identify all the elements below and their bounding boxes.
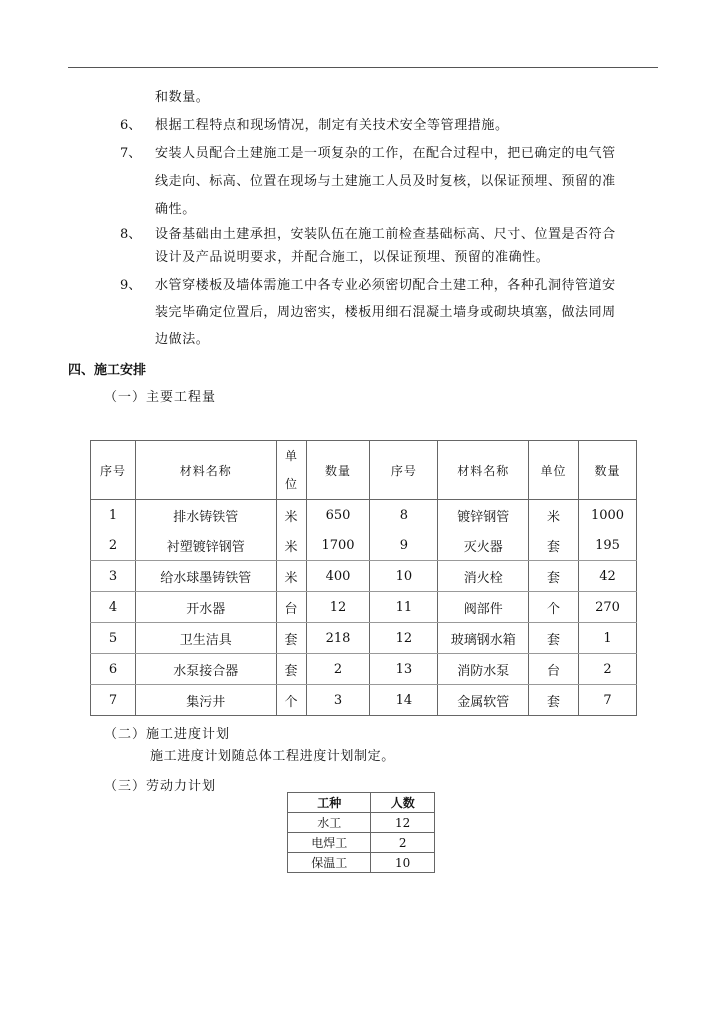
table-row — [91, 530, 637, 561]
column-header: 材料名称 — [135, 441, 276, 500]
paragraph-line: 根据工程特点和现场情况，制定有关技术安全等管理措施。 — [155, 118, 509, 133]
materials-table — [90, 440, 637, 716]
column-header: 数量 — [579, 441, 637, 500]
table-cell: 套 — [529, 623, 579, 654]
table-cell: 2 — [579, 654, 637, 685]
table-cell: 水工 — [288, 813, 371, 833]
table-cell: 电焊工 — [288, 833, 371, 853]
column-header: 人数 — [371, 793, 435, 813]
table-row — [288, 813, 435, 833]
table-cell: 2 — [91, 530, 136, 561]
column-header: 单位 — [529, 441, 579, 500]
table-cell: 195 — [579, 530, 637, 561]
table-cell: 5 — [91, 623, 136, 654]
table-cell: 270 — [579, 592, 637, 623]
table-cell: 个 — [529, 592, 579, 623]
table-cell: 台 — [276, 592, 306, 623]
paragraph-line: 施工进度计划随总体工程进度计划制定。 — [150, 749, 395, 764]
paragraph-line: 和数量。 — [155, 90, 210, 105]
table-cell: 套 — [529, 530, 579, 561]
table-cell: 218 — [306, 623, 370, 654]
table-cell: 1700 — [306, 530, 370, 561]
table-cell: 7 — [91, 685, 136, 716]
table-cell: 玻璃钢水箱 — [438, 623, 529, 654]
table-cell: 个 — [276, 685, 306, 716]
paragraph-line: 设备基础由土建承担，安装队伍在施工前检查基础标高、尺寸、位置是否符合 — [155, 227, 616, 242]
table-cell: 米 — [276, 500, 306, 531]
table-cell: 10 — [370, 561, 438, 592]
table-cell: 1 — [579, 623, 637, 654]
table-cell: 3 — [306, 685, 370, 716]
table-cell: 10 — [371, 853, 435, 873]
column-header: 数量 — [306, 441, 370, 500]
table-cell: 灭火器 — [438, 530, 529, 561]
list-number: 8、 — [120, 227, 142, 242]
column-header: 序号 — [370, 441, 438, 500]
table-row — [91, 623, 637, 654]
table-cell: 1000 — [579, 500, 637, 531]
list-number: 7、 — [120, 146, 142, 161]
table-cell: 7 — [579, 685, 637, 716]
table-cell: 消火栓 — [438, 561, 529, 592]
paragraph-line: 设计及产品说明要求，并配合施工，以保证预埋、预留的准确性。 — [155, 250, 550, 265]
table-header-row — [91, 441, 637, 500]
table-cell: 套 — [529, 561, 579, 592]
table-cell: 400 — [306, 561, 370, 592]
table-cell: 镀锌钢管 — [438, 500, 529, 531]
table-cell: 12 — [371, 813, 435, 833]
table-cell: 11 — [370, 592, 438, 623]
table-header-row — [288, 793, 435, 813]
table-row — [91, 592, 637, 623]
table-cell: 套 — [276, 654, 306, 685]
table-cell: 水泵接合器 — [135, 654, 276, 685]
table-cell: 衬塑镀锌钢管 — [135, 530, 276, 561]
paragraph-line: 确性。 — [155, 202, 196, 217]
subsection-heading: （二）施工进度计划 — [104, 727, 231, 742]
table-cell: 13 — [370, 654, 438, 685]
paragraph-line: 安装人员配合土建施工是一项复杂的工作，在配合过程中，把已确定的电气管 — [155, 146, 616, 161]
table-cell: 阀部件 — [438, 592, 529, 623]
table-cell: 12 — [370, 623, 438, 654]
table-cell: 金属软管 — [438, 685, 529, 716]
table-cell: 集污井 — [135, 685, 276, 716]
table-cell: 开水器 — [135, 592, 276, 623]
table-cell: 1 — [91, 500, 136, 531]
paragraph-line: 装完毕确定位置后，周边密实，楼板用细石混凝土墙身或砌块填塞，做法同周 — [155, 305, 616, 320]
table-cell: 2 — [371, 833, 435, 853]
table-row — [91, 500, 637, 531]
list-number: 9、 — [120, 278, 142, 293]
column-header — [276, 441, 306, 500]
table-cell: 台 — [529, 654, 579, 685]
table-row — [91, 561, 637, 592]
paragraph-line: 边做法。 — [155, 332, 210, 347]
table-cell: 消防水泵 — [438, 654, 529, 685]
paragraph-line: 线走向、标高、位置在现场与土建施工人员及时复核，以保证预埋、预留的准 — [155, 174, 616, 189]
subsection-heading: （一）主要工程量 — [104, 390, 217, 405]
table-cell: 2 — [306, 654, 370, 685]
table-cell: 米 — [276, 561, 306, 592]
table-cell: 3 — [91, 561, 136, 592]
table-row — [288, 833, 435, 853]
table-cell: 米 — [529, 500, 579, 531]
table-cell: 米 — [276, 530, 306, 561]
table-row — [91, 654, 637, 685]
header-rule — [68, 67, 658, 68]
table-cell: 4 — [91, 592, 136, 623]
column-header: 序号 — [91, 441, 136, 500]
table-cell: 12 — [306, 592, 370, 623]
table-cell: 42 — [579, 561, 637, 592]
table-cell: 套 — [529, 685, 579, 716]
column-header: 材料名称 — [438, 441, 529, 500]
table-cell: 套 — [276, 623, 306, 654]
section-heading: 四、施工安排 — [68, 363, 147, 378]
table-cell: 保温工 — [288, 853, 371, 873]
column-header-label: 单位 — [285, 449, 299, 491]
table-cell: 9 — [370, 530, 438, 561]
table-cell: 6 — [91, 654, 136, 685]
labor-table — [287, 792, 435, 873]
table-cell: 650 — [306, 500, 370, 531]
table-row — [288, 853, 435, 873]
table-cell: 14 — [370, 685, 438, 716]
paragraph-line: 水管穿楼板及墙体需施工中各专业必须密切配合土建工种，各种孔洞待管道安 — [155, 278, 616, 293]
table-cell: 8 — [370, 500, 438, 531]
table-row — [91, 685, 637, 716]
subsection-heading: （三）劳动力计划 — [104, 779, 217, 794]
table-cell: 排水铸铁管 — [135, 500, 276, 531]
list-number: 6、 — [120, 118, 142, 133]
table-cell: 卫生洁具 — [135, 623, 276, 654]
table-cell: 给水球墨铸铁管 — [135, 561, 276, 592]
column-header: 工种 — [288, 793, 371, 813]
